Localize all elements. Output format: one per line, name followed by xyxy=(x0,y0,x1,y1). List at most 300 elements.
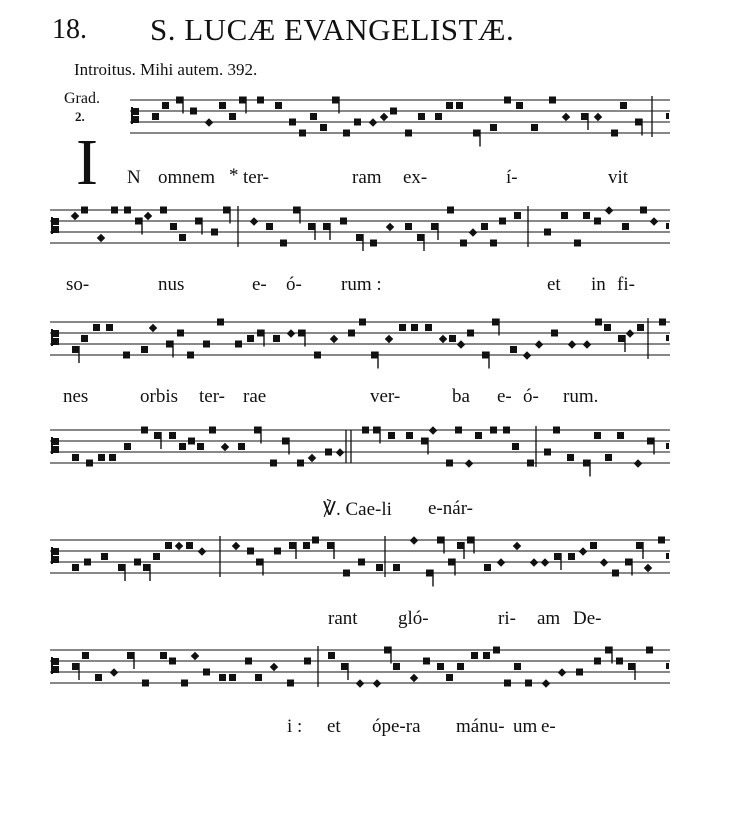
square-note xyxy=(348,330,355,337)
square-note xyxy=(239,97,246,104)
square-note xyxy=(554,553,561,560)
square-note xyxy=(504,680,511,687)
clef-mark xyxy=(52,446,59,453)
rhombus-note xyxy=(232,542,240,550)
square-note xyxy=(635,119,642,126)
square-note xyxy=(583,460,590,467)
square-note xyxy=(431,223,438,230)
square-note xyxy=(332,97,339,104)
square-note xyxy=(646,647,653,654)
rhombus-note xyxy=(336,448,344,456)
square-note xyxy=(568,553,575,560)
square-note xyxy=(135,218,142,225)
rhombus-note xyxy=(149,324,157,332)
square-note xyxy=(574,240,581,247)
custos xyxy=(666,335,669,341)
square-note xyxy=(553,427,560,434)
square-note xyxy=(320,124,327,131)
square-note xyxy=(388,432,395,439)
clef-mark xyxy=(52,658,59,665)
square-note xyxy=(203,669,210,676)
square-note xyxy=(314,352,321,359)
square-note xyxy=(343,130,350,137)
square-note xyxy=(109,454,116,461)
square-note xyxy=(235,341,242,348)
rhombus-note xyxy=(439,335,447,343)
square-note xyxy=(254,427,261,434)
square-note xyxy=(362,427,369,434)
square-note xyxy=(399,324,406,331)
square-note xyxy=(303,542,310,549)
square-note xyxy=(101,553,108,560)
square-note xyxy=(177,330,184,337)
square-note xyxy=(594,432,601,439)
square-note xyxy=(127,652,134,659)
square-note xyxy=(181,680,188,687)
square-note xyxy=(499,218,506,225)
square-note xyxy=(72,454,79,461)
square-note xyxy=(143,564,150,571)
lyric-syllable: e- xyxy=(252,274,267,295)
square-note xyxy=(483,652,490,659)
square-note xyxy=(82,652,89,659)
square-note xyxy=(457,663,464,670)
square-note xyxy=(273,335,280,342)
rhombus-note xyxy=(465,459,473,467)
square-note xyxy=(581,113,588,120)
square-note xyxy=(179,443,186,450)
clef-mark xyxy=(52,666,59,673)
rhombus-note xyxy=(221,443,229,451)
rhombus-note xyxy=(626,329,634,337)
square-note xyxy=(421,438,428,445)
square-note xyxy=(310,113,317,120)
square-note xyxy=(625,559,632,566)
square-note xyxy=(169,432,176,439)
lyric-syllable: í- xyxy=(506,167,518,188)
square-note xyxy=(312,537,319,544)
square-note xyxy=(371,352,378,359)
square-note xyxy=(658,537,665,544)
custos xyxy=(666,223,669,229)
square-note xyxy=(169,658,176,665)
rhombus-note xyxy=(558,668,566,676)
square-note xyxy=(245,658,252,665)
rhombus-note xyxy=(457,340,465,348)
square-note xyxy=(304,658,311,665)
square-note xyxy=(604,324,611,331)
square-note xyxy=(512,443,519,450)
square-note xyxy=(549,97,556,104)
square-note xyxy=(437,663,444,670)
square-note xyxy=(266,223,273,230)
custos xyxy=(666,553,669,559)
square-note xyxy=(435,113,442,120)
piece-label: Grad. xyxy=(64,90,100,107)
square-note xyxy=(297,460,304,467)
square-note xyxy=(455,427,462,434)
square-note xyxy=(393,663,400,670)
square-note xyxy=(289,119,296,126)
square-note xyxy=(426,570,433,577)
rhombus-note xyxy=(97,234,105,242)
rhombus-note xyxy=(579,547,587,555)
clef-mark xyxy=(132,116,139,123)
square-note xyxy=(425,324,432,331)
square-note xyxy=(622,223,629,230)
rhombus-note xyxy=(330,335,338,343)
lyric-syllable: mánu- xyxy=(456,716,505,737)
square-note xyxy=(358,559,365,566)
rhombus-note xyxy=(198,547,206,555)
custos xyxy=(666,663,669,669)
square-note xyxy=(456,102,463,109)
square-note xyxy=(390,108,397,115)
square-note xyxy=(123,352,130,359)
square-note xyxy=(190,108,197,115)
lyric-syllable: ópe-ra xyxy=(372,716,421,737)
rhombus-note xyxy=(535,340,543,348)
rhombus-note xyxy=(568,340,576,348)
clef-mark xyxy=(52,226,59,233)
square-note xyxy=(160,652,167,659)
square-note xyxy=(209,427,216,434)
lyric-syllable: omnem xyxy=(158,167,215,188)
square-note xyxy=(448,559,455,566)
square-note xyxy=(405,130,412,137)
square-note xyxy=(475,432,482,439)
rhombus-note xyxy=(634,459,642,467)
clef-mark xyxy=(132,108,139,115)
square-note xyxy=(98,454,105,461)
clef-mark xyxy=(52,338,59,345)
square-note xyxy=(618,335,625,342)
lyric-syllable: ter- xyxy=(243,167,269,188)
rhombus-note xyxy=(523,351,531,359)
rhombus-note xyxy=(594,113,602,121)
rhombus-note xyxy=(71,212,79,220)
lyric-syllable: um xyxy=(513,716,538,737)
square-note xyxy=(525,680,532,687)
square-note xyxy=(134,559,141,566)
square-note xyxy=(484,564,491,571)
square-note xyxy=(551,330,558,337)
lyric-syllable: rum : xyxy=(341,274,382,295)
square-note xyxy=(467,537,474,544)
rhombus-note xyxy=(191,652,199,660)
square-note xyxy=(187,352,194,359)
square-note xyxy=(124,207,131,214)
square-note xyxy=(179,234,186,241)
square-note xyxy=(576,669,583,676)
square-note xyxy=(280,240,287,247)
square-note xyxy=(238,443,245,450)
square-note xyxy=(527,460,534,467)
square-note xyxy=(594,658,601,665)
square-note xyxy=(255,674,262,681)
rhombus-note xyxy=(583,340,591,348)
introit-reference: Introitus. Mihi autem. 392. xyxy=(74,60,258,79)
rhombus-note xyxy=(605,206,613,214)
rhombus-note xyxy=(308,454,316,462)
rhombus-note xyxy=(410,536,418,544)
square-note xyxy=(188,438,195,445)
mode-number: 2. xyxy=(75,109,85,124)
lyric-syllable: ó- xyxy=(523,386,539,407)
rhombus-note xyxy=(386,223,394,231)
clef-mark xyxy=(52,438,59,445)
square-note xyxy=(72,663,79,670)
square-note xyxy=(561,212,568,219)
clef-mark xyxy=(52,218,59,225)
square-note xyxy=(195,218,202,225)
square-note xyxy=(514,212,521,219)
square-note xyxy=(446,674,453,681)
square-note xyxy=(141,427,148,434)
rhombus-note xyxy=(497,558,505,566)
square-note xyxy=(354,119,361,126)
square-note xyxy=(493,647,500,654)
square-note xyxy=(490,124,497,131)
square-note xyxy=(270,460,277,467)
rhombus-note xyxy=(644,564,652,572)
square-note xyxy=(95,674,102,681)
square-note xyxy=(418,113,425,120)
square-note xyxy=(583,212,590,219)
custos xyxy=(666,113,669,119)
lyric-syllable: fi- xyxy=(617,274,635,295)
square-note xyxy=(257,97,264,104)
square-note xyxy=(81,335,88,342)
square-note xyxy=(460,240,467,247)
square-note xyxy=(544,449,551,456)
square-note xyxy=(176,97,183,104)
square-note xyxy=(166,341,173,348)
square-note xyxy=(393,564,400,571)
clef-mark xyxy=(52,330,59,337)
rhombus-note xyxy=(369,118,377,126)
square-note xyxy=(490,427,497,434)
square-note xyxy=(323,223,330,230)
rhombus-note xyxy=(287,329,295,337)
square-note xyxy=(341,663,348,670)
square-note xyxy=(308,223,315,230)
lyric-syllable: in xyxy=(591,274,606,295)
square-note xyxy=(289,542,296,549)
feast-title: S. LUCÆ EVANGELISTÆ. xyxy=(150,12,515,47)
lyric-syllable: rum. xyxy=(563,386,599,407)
square-note xyxy=(503,427,510,434)
square-note xyxy=(637,324,644,331)
square-note xyxy=(514,663,521,670)
rhombus-note xyxy=(513,542,521,550)
square-note xyxy=(84,559,91,566)
square-note xyxy=(153,553,160,560)
square-note xyxy=(449,335,456,342)
square-note xyxy=(229,674,236,681)
square-note xyxy=(492,319,499,326)
square-note xyxy=(617,432,624,439)
square-note xyxy=(275,102,282,109)
rhombus-note xyxy=(175,542,183,550)
square-note xyxy=(72,564,79,571)
square-note xyxy=(605,647,612,654)
rhombus-note xyxy=(270,663,278,671)
square-note xyxy=(229,113,236,120)
square-note xyxy=(219,102,226,109)
rhombus-note xyxy=(410,674,418,682)
lyric-syllable: orbis xyxy=(140,386,178,407)
square-note xyxy=(447,207,454,214)
lyric-syllable: am xyxy=(537,608,561,629)
lyric-syllable: De- xyxy=(573,608,602,629)
square-note xyxy=(106,324,113,331)
square-note xyxy=(605,454,612,461)
square-note xyxy=(81,207,88,214)
lyric-syllable: et xyxy=(547,274,561,295)
square-note xyxy=(223,207,230,214)
square-note xyxy=(287,680,294,687)
lyric-syllable: ó- xyxy=(286,274,302,295)
square-note xyxy=(293,207,300,214)
lyric-syllable: e- xyxy=(497,386,512,407)
square-note xyxy=(343,570,350,577)
square-note xyxy=(531,124,538,131)
square-note xyxy=(203,341,210,348)
square-note xyxy=(640,207,647,214)
square-note xyxy=(217,319,224,326)
clef-mark xyxy=(52,556,59,563)
square-note xyxy=(282,438,289,445)
lyric-syllable: nes xyxy=(63,386,89,407)
square-note xyxy=(516,102,523,109)
clef-mark xyxy=(52,548,59,555)
square-note xyxy=(247,335,254,342)
square-note xyxy=(186,542,193,549)
square-note xyxy=(328,652,335,659)
square-note xyxy=(612,570,619,577)
lyric-syllable: gló- xyxy=(398,608,429,629)
lyric-syllable: N xyxy=(127,167,141,188)
lyric-syllable: e- xyxy=(541,716,556,737)
square-note xyxy=(647,438,654,445)
square-note xyxy=(152,113,159,120)
square-note xyxy=(370,240,377,247)
lyric-syllable: ver- xyxy=(370,386,401,407)
square-note xyxy=(274,548,281,555)
rhombus-note xyxy=(356,679,364,687)
square-note xyxy=(417,234,424,241)
square-note xyxy=(356,234,363,241)
square-note xyxy=(411,324,418,331)
square-note xyxy=(170,223,177,230)
lyric-syllable: i : xyxy=(287,716,303,737)
square-note xyxy=(611,130,618,137)
rhombus-note xyxy=(380,113,388,121)
lyric-syllable: so- xyxy=(66,274,90,295)
square-note xyxy=(162,102,169,109)
lyric-syllable: e-nár- xyxy=(428,498,473,519)
square-note xyxy=(376,564,383,571)
square-note xyxy=(197,443,204,450)
square-note xyxy=(481,223,488,230)
square-note xyxy=(72,346,79,353)
square-note xyxy=(490,240,497,247)
lyric-syllable: rant xyxy=(328,608,358,629)
rhombus-note xyxy=(144,212,152,220)
square-note xyxy=(567,454,574,461)
square-note xyxy=(595,319,602,326)
square-note xyxy=(616,658,623,665)
square-note xyxy=(482,352,489,359)
square-note xyxy=(124,443,131,450)
square-note xyxy=(620,102,627,109)
drop-initial: I xyxy=(76,126,98,199)
square-note xyxy=(373,427,380,434)
square-note xyxy=(384,647,391,654)
square-note xyxy=(93,324,100,331)
rhombus-note xyxy=(373,679,381,687)
square-note xyxy=(437,537,444,544)
square-note xyxy=(219,674,226,681)
square-note xyxy=(154,432,161,439)
lyric-syllable: ri- xyxy=(498,608,516,629)
lyric-syllable: et xyxy=(327,716,341,737)
square-note xyxy=(298,330,305,337)
lyric-syllable: nus xyxy=(158,274,185,295)
custos xyxy=(666,443,669,449)
square-note xyxy=(423,658,430,665)
square-note xyxy=(327,542,334,549)
lyric-asterisk: * xyxy=(229,165,239,186)
square-note xyxy=(510,346,517,353)
square-note xyxy=(636,542,643,549)
square-note xyxy=(471,652,478,659)
square-note xyxy=(659,319,666,326)
rhombus-note xyxy=(541,558,549,566)
square-note xyxy=(256,559,263,566)
lyric-syllable: rae xyxy=(243,386,267,407)
square-note xyxy=(141,346,148,353)
square-note xyxy=(544,229,551,236)
square-note xyxy=(406,432,413,439)
square-note xyxy=(340,218,347,225)
rhombus-note xyxy=(600,558,608,566)
lyric-syllable: ℣. Cae-li xyxy=(323,499,392,520)
rhombus-note xyxy=(429,426,437,434)
square-note xyxy=(467,330,474,337)
lyric-syllable: ba xyxy=(452,386,470,407)
lyric-syllable: ram xyxy=(352,167,382,188)
square-note xyxy=(457,542,464,549)
square-note xyxy=(257,330,264,337)
lyric-syllable: ter- xyxy=(199,386,225,407)
square-note xyxy=(594,218,601,225)
square-note xyxy=(590,542,597,549)
square-note xyxy=(325,449,332,456)
square-note xyxy=(473,130,480,137)
square-note xyxy=(86,460,93,467)
square-note xyxy=(504,97,511,104)
square-note xyxy=(628,663,635,670)
rhombus-note xyxy=(542,679,550,687)
square-note xyxy=(165,542,172,549)
rhombus-note xyxy=(562,113,570,121)
lyric-syllable: vit xyxy=(608,167,629,188)
rhombus-note xyxy=(110,668,118,676)
square-note xyxy=(299,130,306,137)
square-note xyxy=(405,223,412,230)
